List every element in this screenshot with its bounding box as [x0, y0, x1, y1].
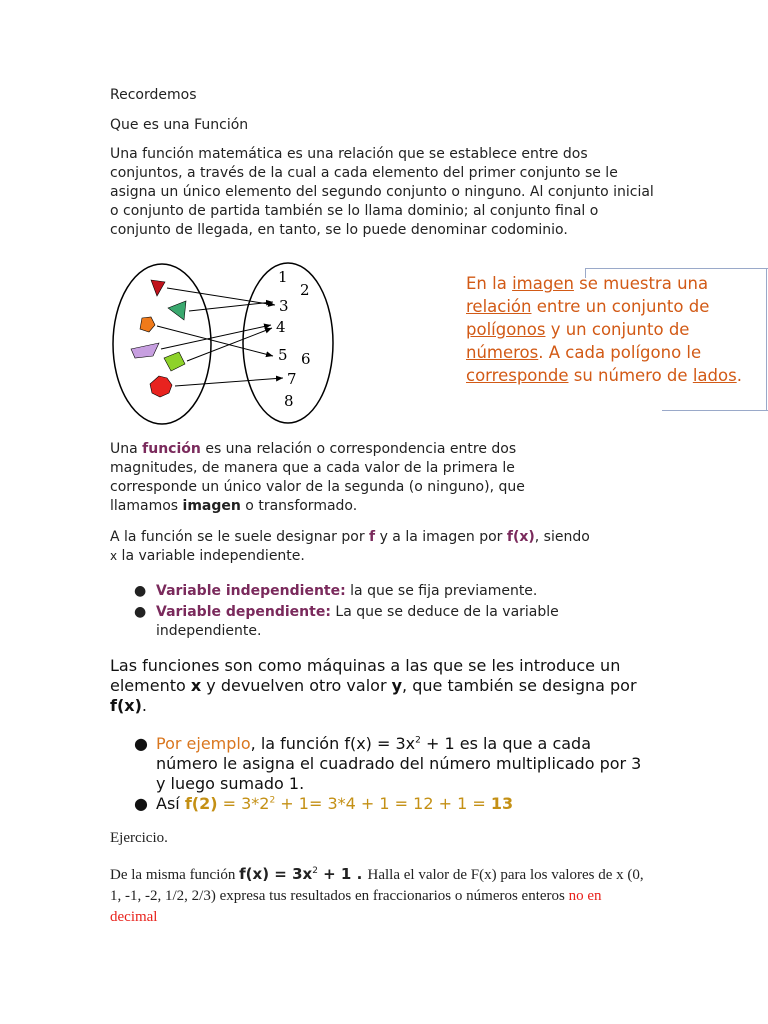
arrow — [189, 302, 273, 311]
list-item: ● Variable independiente: la que se fija previamente. — [134, 583, 538, 599]
number-7: 7 — [287, 370, 297, 388]
callout-frame-right — [766, 268, 767, 411]
list-item: ● Variable dependiente: La que se deduce de la variable independiente. — [134, 604, 559, 639]
callout-frame-top — [585, 268, 768, 269]
arrow — [175, 378, 283, 386]
list-item: ● Así $f(2) = 3*2^2 + 1= 3*4 + 1 = 12 + 1 = 13$ — [134, 794, 514, 813]
exercise-title: Ejercicio. — [110, 830, 168, 846]
orange-pentagon-icon — [140, 317, 155, 332]
arrow — [161, 325, 271, 349]
heading-recordemos: Recordemos — [110, 87, 197, 103]
list-item: ● Por ejemplo, la función $f(x) = 3x^2 + 1$ es la que a cada número le asigna el cuadrado del número multiplicado por 3 y luego sumado 1. — [134, 734, 642, 793]
arrow — [187, 328, 272, 361]
machine-paragraph: Las funciones son como máquinas a las que se les introduce un elemento x y devuelven otro valor y, que también se designa por f(x). — [110, 656, 637, 715]
red-triangle-icon — [151, 280, 165, 296]
callout-text: En la imagen se muestra una relación entre un conjunto de polígonos y un conjunto de números. A cada polígono le corresponde su número de lados. — [466, 274, 742, 385]
example-list — [134, 734, 646, 814]
definition-paragraph: Una función es una relación o correspondencia entre dos magnitudes, de manera que a cada valor de la primera le corresponde un único valor de la segunda (o ninguno), que llamamos imagen o transformado. — [110, 441, 525, 514]
arrow — [157, 326, 273, 356]
number-5: 5 — [278, 346, 288, 364]
variables-list — [134, 582, 616, 641]
red-heptagon-icon — [150, 376, 172, 397]
number-1: 1 — [278, 268, 288, 286]
exercise-paragraph: De la misma función $f(x) = 3x^2 + 1$ . Halla el valor de F(x) para los valores de x (0, 1, -1, -2, 1/2, 2/3) expresa tus resultados en fraccionarios o números enteros no en decimal — [110, 865, 644, 925]
domain-ellipse — [113, 264, 211, 424]
number-6: 6 — [301, 350, 311, 368]
green-square-icon — [164, 352, 185, 371]
notation-paragraph: A la función se le suele designar por f y a la imagen por f(x), siendo x la variable independiente. — [110, 529, 590, 564]
number-4: 4 — [276, 318, 286, 336]
callout-frame-bottom — [662, 410, 768, 411]
heading-que-es-funcion: Que es una Función — [110, 117, 249, 133]
relation-diagram — [105, 258, 335, 430]
number-3: 3 — [279, 297, 289, 315]
number-2: 2 — [300, 281, 310, 299]
green-triangle-icon — [168, 301, 186, 320]
number-8: 8 — [284, 392, 294, 410]
intro-paragraph: Una función matemática es una relación que se establece entre dos conjuntos, a través de la cual a cada elemento del primer conjunto se le asigna un único elemento del segundo conjunto o ninguno. Al conjunto inicial o conjunto de partida también se lo llama dominio; al conjunto final o conjunto de llegada, en tanto, se lo puede denominar codominio. — [110, 146, 654, 238]
purple-quadrilateral-icon — [131, 343, 159, 358]
